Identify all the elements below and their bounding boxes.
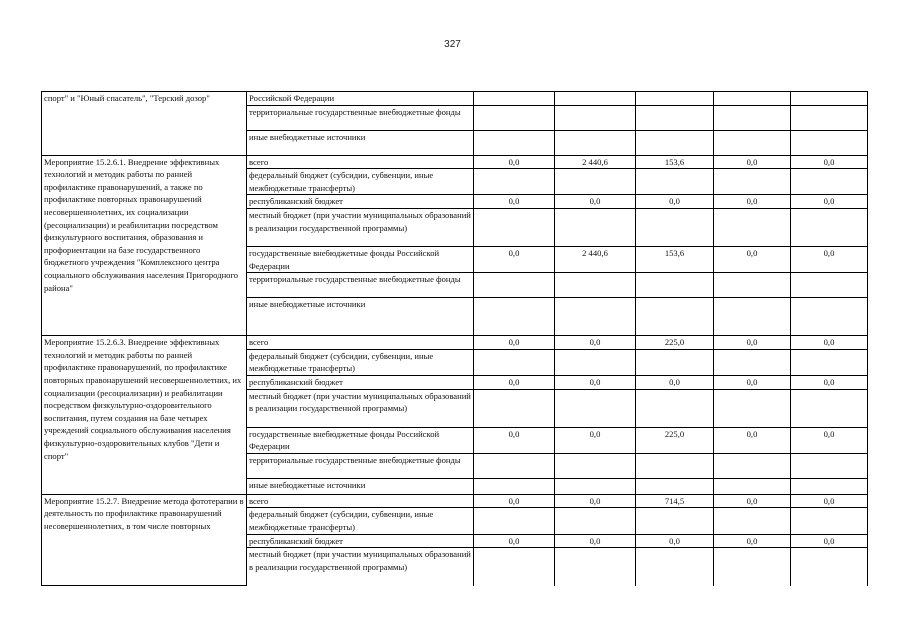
- funding-source-cell: всего: [247, 336, 474, 350]
- value-cell: [636, 208, 714, 246]
- value-cell: [714, 508, 791, 534]
- value-cell: 0,0: [636, 375, 714, 389]
- value-cell: [474, 478, 555, 494]
- value-cell: 0,0: [714, 494, 791, 508]
- value-cell: [555, 105, 636, 130]
- value-cell: [555, 298, 636, 336]
- value-cell: [791, 105, 868, 130]
- funding-source-cell: государственные внебюджетные фонды Российской Федерации: [247, 427, 474, 453]
- value-cell: 153,6: [636, 246, 714, 272]
- value-cell: [555, 478, 636, 494]
- value-cell: [555, 389, 636, 427]
- value-cell: [714, 548, 791, 586]
- activity-cell: Мероприятие 15.2.7. Внедрение метода фототерапии в деятельность по профилактике правонарушений несовершеннолетних, в том числе повторных: [42, 494, 247, 585]
- value-cell: [555, 273, 636, 298]
- value-cell: 0,0: [714, 375, 791, 389]
- value-cell: [636, 92, 714, 106]
- value-cell: 0,0: [714, 336, 791, 350]
- value-cell: 0,0: [474, 195, 555, 209]
- value-cell: 0,0: [791, 534, 868, 548]
- value-cell: [474, 453, 555, 478]
- value-cell: 2 440,6: [555, 246, 636, 272]
- value-cell: [474, 389, 555, 427]
- funding-source-cell: республиканский бюджет: [247, 195, 474, 209]
- value-cell: 0,0: [555, 534, 636, 548]
- value-cell: 0,0: [474, 336, 555, 350]
- value-cell: [636, 453, 714, 478]
- value-cell: [474, 508, 555, 534]
- value-cell: 0,0: [555, 195, 636, 209]
- value-cell: 0,0: [791, 336, 868, 350]
- funding-source-cell: всего: [247, 155, 474, 169]
- funding-source-cell: республиканский бюджет: [247, 375, 474, 389]
- value-cell: 0,0: [555, 427, 636, 453]
- funding-source-cell: местный бюджет (при участии муниципальных образований в реализации государственной программы): [247, 208, 474, 246]
- value-cell: [555, 453, 636, 478]
- table-row: [42, 92, 868, 106]
- value-cell: [555, 548, 636, 586]
- value-cell: 0,0: [791, 246, 868, 272]
- value-cell: [636, 169, 714, 195]
- value-cell: 714,5: [636, 494, 714, 508]
- funding-source-cell: местный бюджет (при участии муниципальных образований в реализации государственной программы): [247, 548, 474, 586]
- funding-source-cell: территориальные государственные внебюджетные фонды: [247, 105, 474, 130]
- value-cell: 0,0: [555, 494, 636, 508]
- value-cell: [474, 298, 555, 336]
- activity-cell: Мероприятие 15.2.6.1. Внедрение эффективных технологий и методик работы по ранней профилактике правонарушений, а также по профилактике повторных правонарушений несовершеннолетних, их социализации (ресоциализации) и реабилитации посредством физкультурного воспитания, образования и профориентации на базе государственного бюджетного учреждения "Комплексного центра социального обслуживания населения Пригородного района": [42, 155, 247, 336]
- table-row: [42, 155, 868, 169]
- value-cell: [636, 508, 714, 534]
- value-cell: 0,0: [474, 155, 555, 169]
- funding-source-cell: территориальные государственные внебюджетные фонды: [247, 453, 474, 478]
- value-cell: [791, 349, 868, 375]
- value-cell: [791, 453, 868, 478]
- value-cell: [791, 389, 868, 427]
- value-cell: [636, 130, 714, 155]
- funding-source-cell: иные внебюджетные источники: [247, 130, 474, 155]
- funding-source-cell: федеральный бюджет (субсидии, субвенции, иные межбюджетные трансферты): [247, 169, 474, 195]
- value-cell: [474, 92, 555, 106]
- value-cell: [555, 169, 636, 195]
- value-cell: 153,6: [636, 155, 714, 169]
- value-cell: 0,0: [791, 494, 868, 508]
- funding-source-cell: Российской Федерации: [247, 92, 474, 106]
- value-cell: [791, 208, 868, 246]
- value-cell: [791, 92, 868, 106]
- value-cell: [555, 508, 636, 534]
- value-cell: [714, 453, 791, 478]
- value-cell: [555, 208, 636, 246]
- value-cell: 0,0: [636, 195, 714, 209]
- value-cell: 0,0: [791, 427, 868, 453]
- value-cell: [714, 273, 791, 298]
- value-cell: [474, 105, 555, 130]
- value-cell: 0,0: [474, 375, 555, 389]
- value-cell: 0,0: [714, 427, 791, 453]
- value-cell: [555, 92, 636, 106]
- value-cell: 0,0: [714, 155, 791, 169]
- value-cell: [555, 130, 636, 155]
- value-cell: [636, 273, 714, 298]
- funding-source-cell: территориальные государственные внебюджетные фонды: [247, 273, 474, 298]
- value-cell: [714, 130, 791, 155]
- value-cell: [474, 273, 555, 298]
- funding-source-cell: всего: [247, 494, 474, 508]
- value-cell: [714, 169, 791, 195]
- funding-source-cell: государственные внебюджетные фонды Российской Федерации: [247, 246, 474, 272]
- value-cell: [474, 169, 555, 195]
- value-cell: [714, 208, 791, 246]
- value-cell: [636, 349, 714, 375]
- value-cell: [714, 105, 791, 130]
- funding-source-cell: иные внебюджетные источники: [247, 298, 474, 336]
- table-row: [42, 494, 868, 508]
- funding-source-cell: федеральный бюджет (субсидии, субвенции, иные межбюджетные трансферты): [247, 349, 474, 375]
- value-cell: [555, 349, 636, 375]
- value-cell: 225,0: [636, 427, 714, 453]
- value-cell: 0,0: [636, 534, 714, 548]
- value-cell: [791, 273, 868, 298]
- value-cell: [791, 478, 868, 494]
- table-row: [42, 336, 868, 350]
- value-cell: [474, 349, 555, 375]
- activity-cell: Мероприятие 15.2.6.3. Внедрение эффективных технологий и методик работы по ранней профилактике правонарушений, по профилактике повторных правонарушений несовершеннолетних, их социализации (ресоциализации) и реабилитации посредством физкультурно-оздоровительного воспитания, путем создания на базе четырех учреждений социального обслуживания населения физкультурно-оздоровительных клубов "Дети и спорт": [42, 336, 247, 495]
- value-cell: [714, 349, 791, 375]
- value-cell: [714, 92, 791, 106]
- funding-source-cell: иные внебюджетные источники: [247, 478, 474, 494]
- value-cell: [474, 130, 555, 155]
- value-cell: [636, 298, 714, 336]
- value-cell: 0,0: [791, 155, 868, 169]
- value-cell: [791, 298, 868, 336]
- value-cell: 0,0: [474, 494, 555, 508]
- value-cell: 0,0: [791, 195, 868, 209]
- page-number: 327: [444, 39, 461, 50]
- funding-source-cell: республиканский бюджет: [247, 534, 474, 548]
- value-cell: [636, 389, 714, 427]
- value-cell: [474, 208, 555, 246]
- value-cell: [636, 478, 714, 494]
- value-cell: 0,0: [791, 375, 868, 389]
- value-cell: [714, 389, 791, 427]
- funding-source-cell: местный бюджет (при участии муниципальных образований в реализации государственной программы): [247, 389, 474, 427]
- value-cell: 0,0: [714, 246, 791, 272]
- value-cell: 0,0: [555, 336, 636, 350]
- value-cell: 2 440,6: [555, 155, 636, 169]
- value-cell: [791, 548, 868, 586]
- funding-source-cell: федеральный бюджет (субсидии, субвенции, иные межбюджетные трансферты): [247, 508, 474, 534]
- funding-table: [41, 91, 868, 586]
- value-cell: 0,0: [555, 375, 636, 389]
- value-cell: 225,0: [636, 336, 714, 350]
- value-cell: [714, 478, 791, 494]
- value-cell: 0,0: [474, 534, 555, 548]
- value-cell: 0,0: [714, 534, 791, 548]
- value-cell: [474, 548, 555, 586]
- value-cell: [636, 548, 714, 586]
- value-cell: 0,0: [714, 195, 791, 209]
- value-cell: [791, 130, 868, 155]
- value-cell: [791, 508, 868, 534]
- value-cell: [636, 105, 714, 130]
- value-cell: 0,0: [474, 246, 555, 272]
- value-cell: [714, 298, 791, 336]
- activity-cell: спорт" и "Юный спасатель", "Терский дозор": [42, 92, 247, 156]
- value-cell: 0,0: [474, 427, 555, 453]
- value-cell: [791, 169, 868, 195]
